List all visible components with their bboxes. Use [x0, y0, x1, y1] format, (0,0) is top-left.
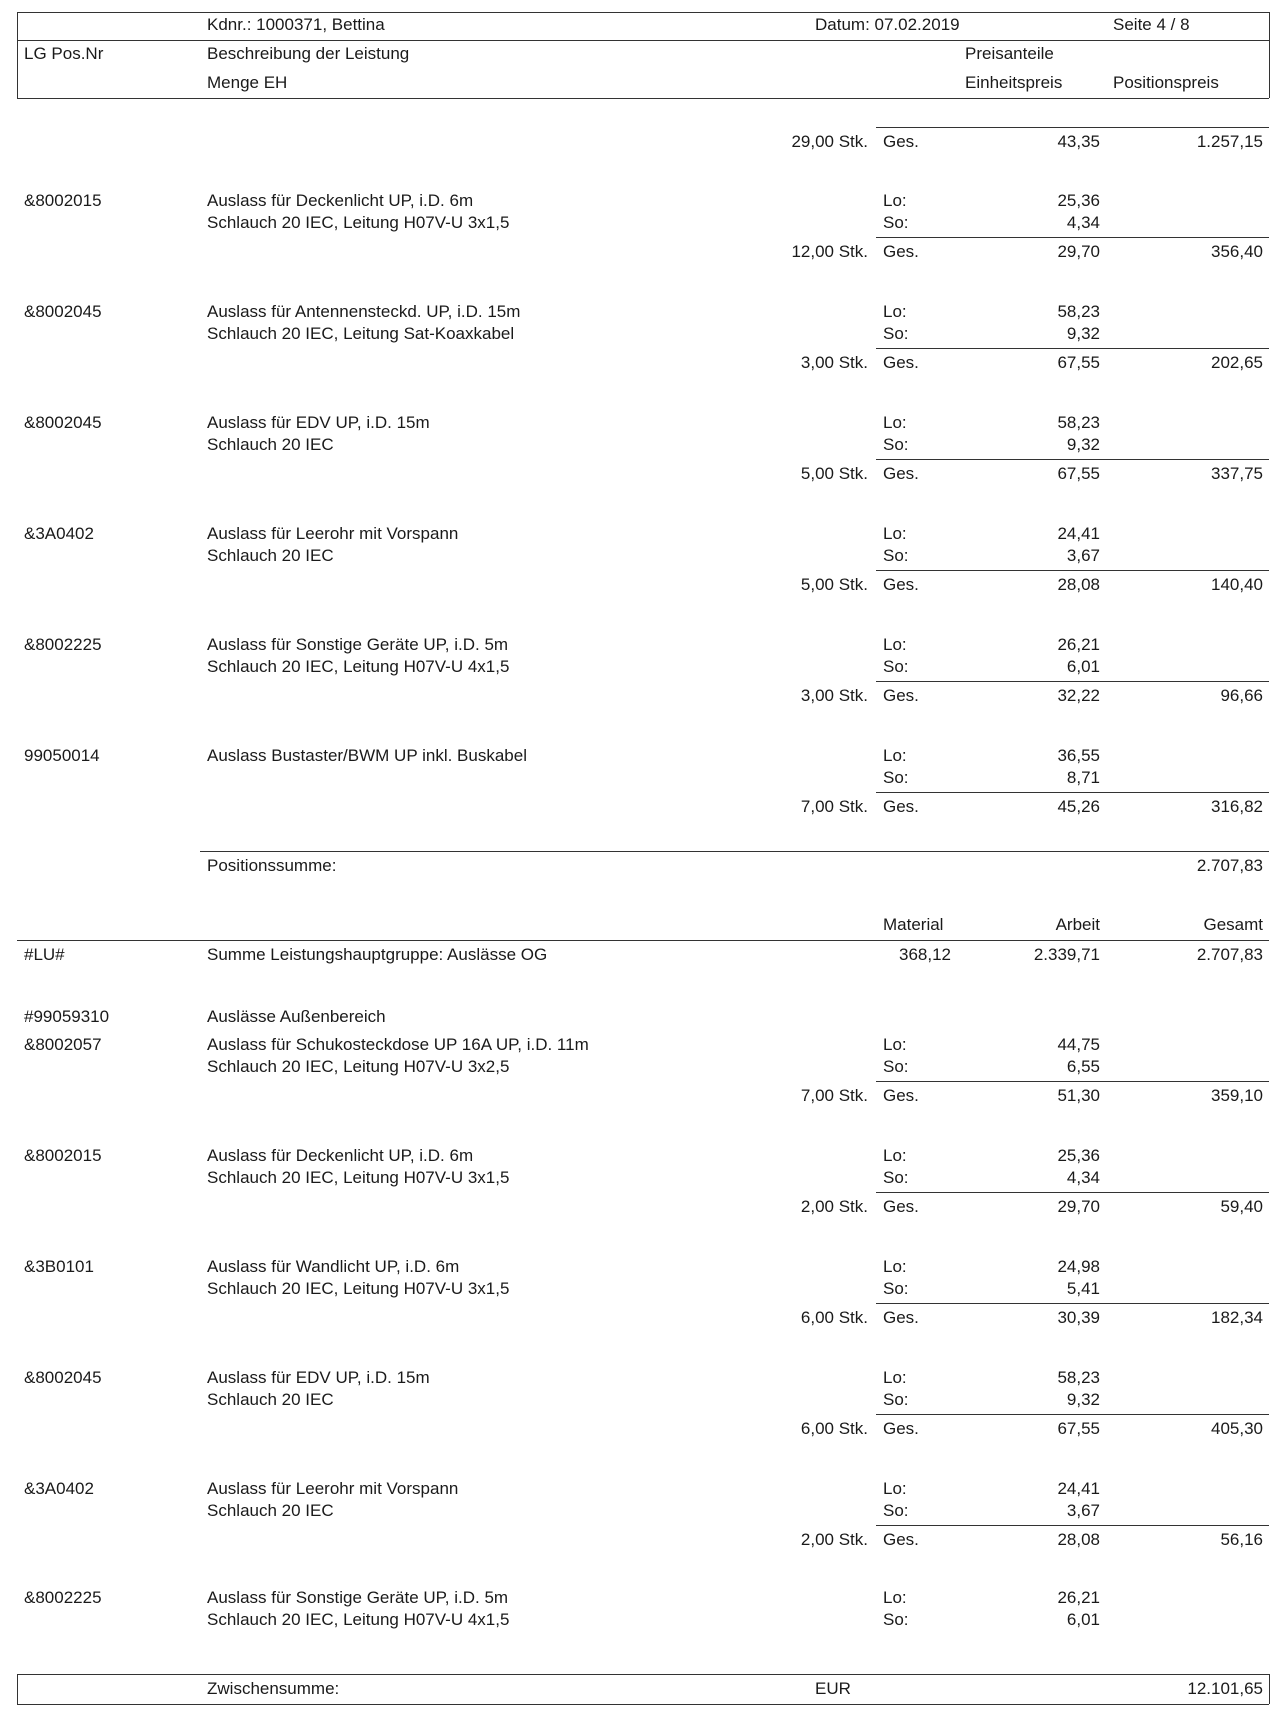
- last-item-line1: Auslass für Sonstige Geräte UP, i.D. 5m: [207, 1588, 509, 1607]
- item-lo-label: Lo:: [883, 191, 907, 210]
- item-pos-number: &8002225: [24, 635, 102, 654]
- item-lo-value: 58,23: [1057, 302, 1100, 321]
- item-so-value: 4,34: [1066, 1168, 1100, 1187]
- item-so-value: 9,32: [1066, 324, 1100, 343]
- item-lo-label: Lo:: [883, 1257, 907, 1276]
- item-lo-value: 58,23: [1057, 1368, 1100, 1387]
- item-so-label: So:: [883, 1390, 909, 1409]
- zwischensumme-label: Zwischensumme:: [207, 1679, 340, 1698]
- item-lo-label: Lo:: [883, 1368, 907, 1387]
- last-item-pos: &8002225: [24, 1588, 102, 1607]
- item-ges-value: 67,55: [1057, 353, 1100, 372]
- item-quantity: 6,00 Stk.: [800, 1419, 868, 1438]
- item-quantity: 7,00 Stk.: [800, 797, 868, 816]
- item-quantity: 6,00 Stk.: [800, 1308, 868, 1327]
- item-so-value: 5,41: [1066, 1279, 1100, 1298]
- item-total: 140,40: [1211, 575, 1263, 594]
- customer-number: Kdnr.: 1000371, Bettina: [207, 15, 385, 34]
- item-quantity: 3,00 Stk.: [800, 686, 868, 705]
- item-description-line2: Schlauch 20 IEC: [207, 1501, 334, 1520]
- item-so-value: 6,55: [1066, 1057, 1100, 1076]
- item-quantity: 3,00 Stk.: [800, 353, 868, 372]
- col-header-beschreibung: Beschreibung der Leistung: [207, 44, 410, 63]
- item-pos-number: &8002015: [24, 191, 102, 210]
- last-item-lo-label: Lo:: [883, 1588, 907, 1607]
- item-ges-label: Ges.: [883, 1086, 919, 1105]
- item-description-line1: Auslass Bustaster/BWM UP inkl. Buskabel: [207, 746, 527, 765]
- item-total: 182,34: [1211, 1308, 1263, 1327]
- item-lo-label: Lo:: [883, 413, 907, 432]
- item-description-line2: Schlauch 20 IEC, Leitung H07V-U 4x1,5: [207, 657, 510, 676]
- item-lo-value: 44,75: [1057, 1035, 1100, 1054]
- item-so-label: So:: [883, 546, 909, 565]
- item-description-line1: Auslass für Wandlicht UP, i.D. 6m: [207, 1257, 460, 1276]
- item-so-label: So:: [883, 1057, 909, 1076]
- item-description-line2: Schlauch 20 IEC, Leitung H07V-U 3x1,5: [207, 1168, 510, 1187]
- carryover-total: 1.257,15: [1196, 132, 1263, 151]
- col-header-lg-pos: LG Pos.Nr: [24, 44, 104, 63]
- positionssumme-value: 2.707,83: [1196, 856, 1263, 875]
- header-bottom-rule: [17, 98, 1269, 99]
- item-quantity: 2,00 Stk.: [800, 1530, 868, 1549]
- carryover-ges-label: Ges.: [883, 132, 919, 151]
- item-so-label: So:: [883, 1168, 909, 1187]
- last-item-so-value: 6,01: [1066, 1610, 1100, 1629]
- item-so-value: 8,71: [1066, 768, 1100, 787]
- item-subtotal-rule: [876, 792, 1269, 793]
- summary-col-material: Material: [883, 915, 944, 934]
- item-description-line2: Schlauch 20 IEC, Leitung Sat-Koaxkabel: [207, 324, 515, 343]
- item-subtotal-rule: [876, 570, 1269, 571]
- item-so-label: So:: [883, 768, 909, 787]
- item-so-label: So:: [883, 435, 909, 454]
- item-total: 96,66: [1220, 686, 1263, 705]
- item-description-line1: Auslass für Leerohr mit Vorspann: [207, 524, 459, 543]
- summary-material-value: 368,12: [899, 945, 951, 964]
- item-ges-value: 28,08: [1057, 575, 1100, 594]
- item-so-value: 4,34: [1066, 213, 1100, 232]
- last-item-line2: Schlauch 20 IEC, Leitung H07V-U 4x1,5: [207, 1610, 510, 1629]
- item-subtotal-rule: [876, 348, 1269, 349]
- item-pos-number: 99050014: [24, 746, 100, 765]
- last-item-lo-value: 26,21: [1057, 1588, 1100, 1607]
- header-right-border: [1269, 12, 1270, 98]
- item-so-label: So:: [883, 1279, 909, 1298]
- item-quantity: 2,00 Stk.: [800, 1197, 868, 1216]
- item-subtotal-rule: [876, 1192, 1269, 1193]
- item-subtotal-rule: [876, 1414, 1269, 1415]
- item-so-label: So:: [883, 324, 909, 343]
- item-ges-value: 28,08: [1057, 1530, 1100, 1549]
- carryover-quantity: 29,00 Stk.: [791, 132, 868, 151]
- positionssumme-label: Positionssumme:: [207, 856, 337, 875]
- item-lo-value: 25,36: [1057, 1146, 1100, 1165]
- item-description-line1: Auslass für EDV UP, i.D. 15m: [207, 413, 430, 432]
- item-lo-value: 36,55: [1057, 746, 1100, 765]
- item-lo-value: 58,23: [1057, 413, 1100, 432]
- item-description-line2: Schlauch 20 IEC: [207, 546, 334, 565]
- page-number: Seite 4 / 8: [1113, 15, 1190, 34]
- header-left-border: [17, 12, 18, 98]
- carryover-rule: [876, 127, 1269, 128]
- item-lo-value: 26,21: [1057, 635, 1100, 654]
- item-ges-value: 51,30: [1057, 1086, 1100, 1105]
- zwischensumme-bottom-rule: [17, 1704, 1269, 1705]
- item-pos-number: &8002045: [24, 302, 102, 321]
- item-lo-label: Lo:: [883, 302, 907, 321]
- item-pos-number: &8002057: [24, 1035, 102, 1054]
- summary-label: Summe Leistungshauptgruppe: Auslässe OG: [207, 945, 548, 964]
- item-lo-label: Lo:: [883, 1035, 907, 1054]
- zwischensumme-currency: EUR: [815, 1679, 851, 1698]
- item-ges-label: Ges.: [883, 686, 919, 705]
- item-ges-value: 29,70: [1057, 242, 1100, 261]
- item-ges-label: Ges.: [883, 1530, 919, 1549]
- item-pos-number: &3A0402: [24, 1479, 94, 1498]
- item-ges-value: 67,55: [1057, 464, 1100, 483]
- item-subtotal-rule: [876, 1081, 1269, 1082]
- item-pos-number: &8002015: [24, 1146, 102, 1165]
- zwischensumme-value: 12.101,65: [1187, 1679, 1263, 1698]
- item-ges-label: Ges.: [883, 242, 919, 261]
- zwischensumme-right-border: [1269, 1674, 1270, 1704]
- summary-gesamt-value: 2.707,83: [1196, 945, 1263, 964]
- item-lo-value: 24,41: [1057, 1479, 1100, 1498]
- item-ges-value: 30,39: [1057, 1308, 1100, 1327]
- item-pos-number: &8002045: [24, 1368, 102, 1387]
- item-pos-number: &3B0101: [24, 1257, 94, 1276]
- item-so-label: So:: [883, 1501, 909, 1520]
- item-description-line1: Auslass für Deckenlicht UP, i.D. 6m: [207, 191, 474, 210]
- header-top-rule: [17, 12, 1269, 13]
- item-so-value: 3,67: [1066, 546, 1100, 565]
- item-total: 356,40: [1211, 242, 1263, 261]
- header-mid-rule: [17, 40, 1269, 41]
- item-description-line2: Schlauch 20 IEC: [207, 1390, 334, 1409]
- summary-col-gesamt: Gesamt: [1203, 915, 1263, 934]
- item-so-value: 9,32: [1066, 1390, 1100, 1409]
- item-subtotal-rule: [876, 237, 1269, 238]
- item-ges-value: 45,26: [1057, 797, 1100, 816]
- item-subtotal-rule: [876, 459, 1269, 460]
- item-quantity: 12,00 Stk.: [791, 242, 868, 261]
- item-ges-value: 29,70: [1057, 1197, 1100, 1216]
- item-lo-label: Lo:: [883, 524, 907, 543]
- item-quantity: 5,00 Stk.: [800, 464, 868, 483]
- item-so-value: 6,01: [1066, 657, 1100, 676]
- item-lo-label: Lo:: [883, 746, 907, 765]
- item-quantity: 5,00 Stk.: [800, 575, 868, 594]
- item-pos-number: &8002045: [24, 413, 102, 432]
- item-description-line1: Auslass für Antennensteckd. UP, i.D. 15m: [207, 302, 521, 321]
- item-ges-label: Ges.: [883, 353, 919, 372]
- zwischensumme-top-rule: [17, 1674, 1269, 1675]
- item-total: 359,10: [1211, 1086, 1263, 1105]
- section-2-code: #99059310: [24, 1007, 110, 1026]
- col-header-einheitspreis: Einheitspreis: [965, 73, 1063, 92]
- item-subtotal-rule: [876, 1525, 1269, 1526]
- zwischensumme-left-border: [17, 1674, 18, 1704]
- carryover-ges-value: 43,35: [1057, 132, 1100, 151]
- item-pos-number: &3A0402: [24, 524, 94, 543]
- item-description-line1: Auslass für Leerohr mit Vorspann: [207, 1479, 459, 1498]
- item-subtotal-rule: [876, 1303, 1269, 1304]
- item-ges-value: 67,55: [1057, 1419, 1100, 1438]
- item-ges-label: Ges.: [883, 575, 919, 594]
- item-total: 202,65: [1211, 353, 1263, 372]
- item-ges-label: Ges.: [883, 1197, 919, 1216]
- item-total: 59,40: [1220, 1197, 1263, 1216]
- item-ges-value: 32,22: [1057, 686, 1100, 705]
- item-total: 316,82: [1211, 797, 1263, 816]
- item-subtotal-rule: [876, 681, 1269, 682]
- section-2-title: Auslässe Außenbereich: [207, 1007, 386, 1026]
- last-item-so-label: So:: [883, 1610, 909, 1629]
- item-total: 405,30: [1211, 1419, 1263, 1438]
- item-so-value: 9,32: [1066, 435, 1100, 454]
- item-ges-label: Ges.: [883, 1308, 919, 1327]
- col-header-positionspreis: Positionspreis: [1113, 73, 1219, 92]
- col-header-menge: Menge EH: [207, 73, 288, 92]
- col-header-preisanteile: Preisanteile: [965, 44, 1054, 63]
- item-lo-label: Lo:: [883, 1479, 907, 1498]
- summary-code: #LU#: [24, 945, 65, 964]
- item-quantity: 7,00 Stk.: [800, 1086, 868, 1105]
- item-description-line1: Auslass für Deckenlicht UP, i.D. 6m: [207, 1146, 474, 1165]
- item-description-line1: Auslass für Sonstige Geräte UP, i.D. 5m: [207, 635, 509, 654]
- item-description-line2: Schlauch 20 IEC, Leitung H07V-U 3x1,5: [207, 1279, 510, 1298]
- item-lo-value: 25,36: [1057, 191, 1100, 210]
- item-description-line2: Schlauch 20 IEC, Leitung H07V-U 3x2,5: [207, 1057, 510, 1076]
- item-description-line2: Schlauch 20 IEC: [207, 435, 334, 454]
- summary-rule: [17, 940, 1269, 941]
- item-description-line1: Auslass für Schukosteckdose UP 16A UP, i.D. 11m: [207, 1035, 589, 1054]
- item-total: 56,16: [1220, 1530, 1263, 1549]
- item-ges-label: Ges.: [883, 464, 919, 483]
- item-description-line2: Schlauch 20 IEC, Leitung H07V-U 3x1,5: [207, 213, 510, 232]
- item-lo-value: 24,41: [1057, 524, 1100, 543]
- summary-arbeit-value: 2.339,71: [1033, 945, 1100, 964]
- item-lo-value: 24,98: [1057, 1257, 1100, 1276]
- item-ges-label: Ges.: [883, 797, 919, 816]
- item-so-label: So:: [883, 657, 909, 676]
- item-so-value: 3,67: [1066, 1501, 1100, 1520]
- positionssumme-rule: [200, 851, 1269, 852]
- item-description-line1: Auslass für EDV UP, i.D. 15m: [207, 1368, 430, 1387]
- item-so-label: So:: [883, 213, 909, 232]
- document-date: Datum: 07.02.2019: [815, 15, 960, 34]
- item-lo-label: Lo:: [883, 1146, 907, 1165]
- item-lo-label: Lo:: [883, 635, 907, 654]
- item-total: 337,75: [1211, 464, 1263, 483]
- summary-col-arbeit: Arbeit: [1055, 915, 1100, 934]
- item-ges-label: Ges.: [883, 1419, 919, 1438]
